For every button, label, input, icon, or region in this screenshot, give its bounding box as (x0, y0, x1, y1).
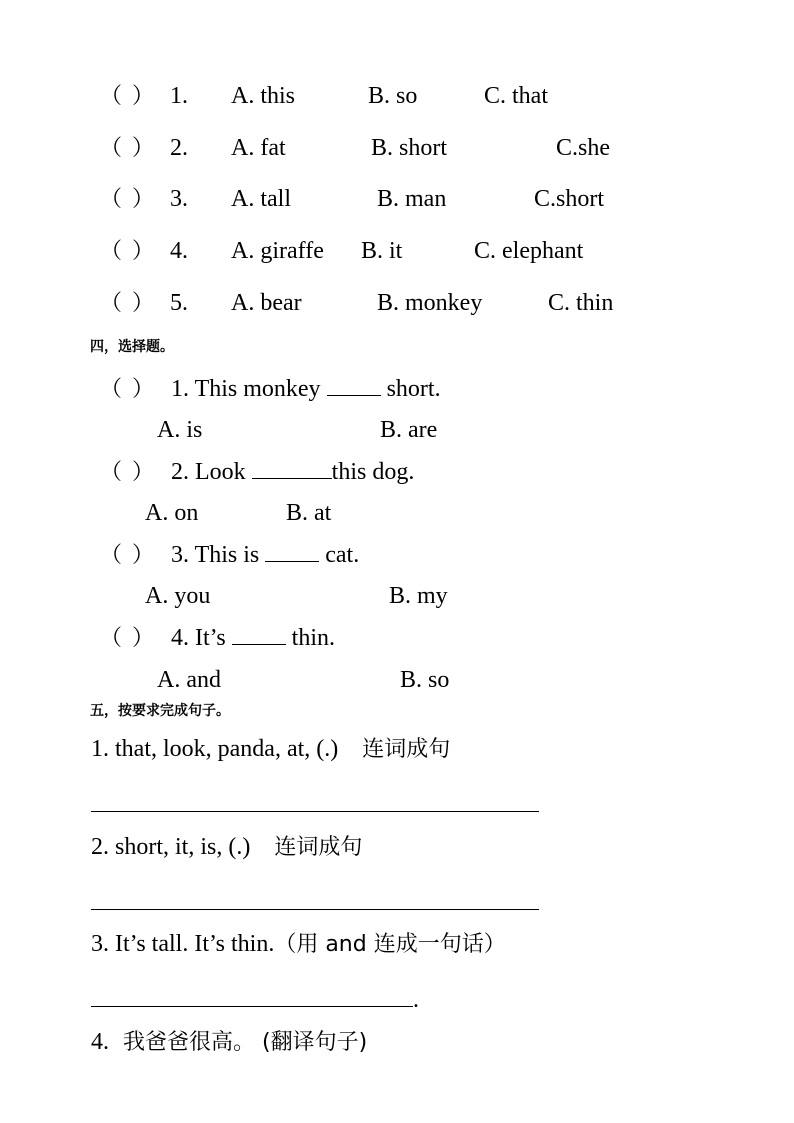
option-a: A. bear (231, 290, 302, 316)
task-text: 2. short, it, is, (.) 连词成句 (91, 834, 363, 860)
option-a: A. giraffe (231, 238, 324, 264)
answer-paren[interactable]: （ ） (100, 186, 155, 211)
option-b: B. my (389, 583, 448, 609)
option-b: B. at (286, 500, 332, 526)
option-a: A. this (231, 83, 296, 109)
answer-line[interactable] (91, 1006, 413, 1007)
answer-paren[interactable]: （ ） (100, 135, 155, 160)
option-c: C.she (556, 135, 610, 161)
option-b: B. are (380, 417, 438, 443)
option-b: B. man (377, 186, 447, 212)
option-b: B. it (361, 238, 403, 264)
option-b: B. monkey (377, 290, 483, 316)
item-number: 3. (170, 186, 188, 212)
option-a: A. fat (231, 135, 286, 161)
fill-blank[interactable] (232, 624, 286, 645)
answer-paren[interactable]: （ ） (100, 83, 155, 108)
answer-paren[interactable]: （ ） (100, 376, 155, 401)
item-number: 4. (170, 238, 188, 264)
question-text: 1. This monkey short. (171, 376, 441, 402)
option-c: C. elephant (474, 238, 584, 264)
option-b: B. short (371, 135, 448, 161)
item-number: 5. (170, 290, 188, 316)
option-a: A. is (157, 417, 203, 443)
fill-blank[interactable] (327, 375, 381, 396)
answer-line[interactable] (91, 811, 539, 812)
question-text: 3. This is cat. (171, 542, 360, 568)
option-c: C. that (484, 83, 548, 109)
task-text: 1. that, look, panda, at, (.) 连词成句 (91, 736, 451, 762)
fill-blank[interactable] (252, 458, 332, 479)
option-a: A. on (145, 500, 199, 526)
option-b: B. so (368, 83, 418, 109)
option-a: A. you (145, 583, 211, 609)
section-heading: 四，选择题。 (90, 339, 174, 355)
task-text: 3. It’s tall. It’s thin.（用 and 连成一句话） (91, 931, 506, 957)
answer-paren[interactable]: （ ） (100, 290, 155, 315)
answer-paren[interactable]: （ ） (100, 238, 155, 263)
task-text: 4. 我爸爸很高。 (翻译句子) (91, 1029, 368, 1055)
option-c: C. thin (548, 290, 614, 316)
section-heading: 五，按要求完成句子。 (90, 703, 230, 719)
question-text: 4. It’s thin. (171, 625, 336, 651)
answer-line[interactable] (91, 909, 539, 910)
answer-paren[interactable]: （ ） (100, 542, 155, 567)
option-a: A. tall (231, 186, 291, 212)
item-number: 2. (170, 135, 188, 161)
option-c: C.short (534, 186, 605, 212)
fill-blank[interactable] (265, 541, 319, 562)
question-text: 2. Look this dog. (171, 459, 415, 485)
item-number: 1. (170, 83, 188, 109)
answer-paren[interactable]: （ ） (100, 625, 155, 650)
answer-paren[interactable]: （ ） (100, 459, 155, 484)
option-a: A. and (157, 667, 221, 693)
end-period: . (413, 987, 419, 1013)
option-b: B. so (400, 667, 450, 693)
